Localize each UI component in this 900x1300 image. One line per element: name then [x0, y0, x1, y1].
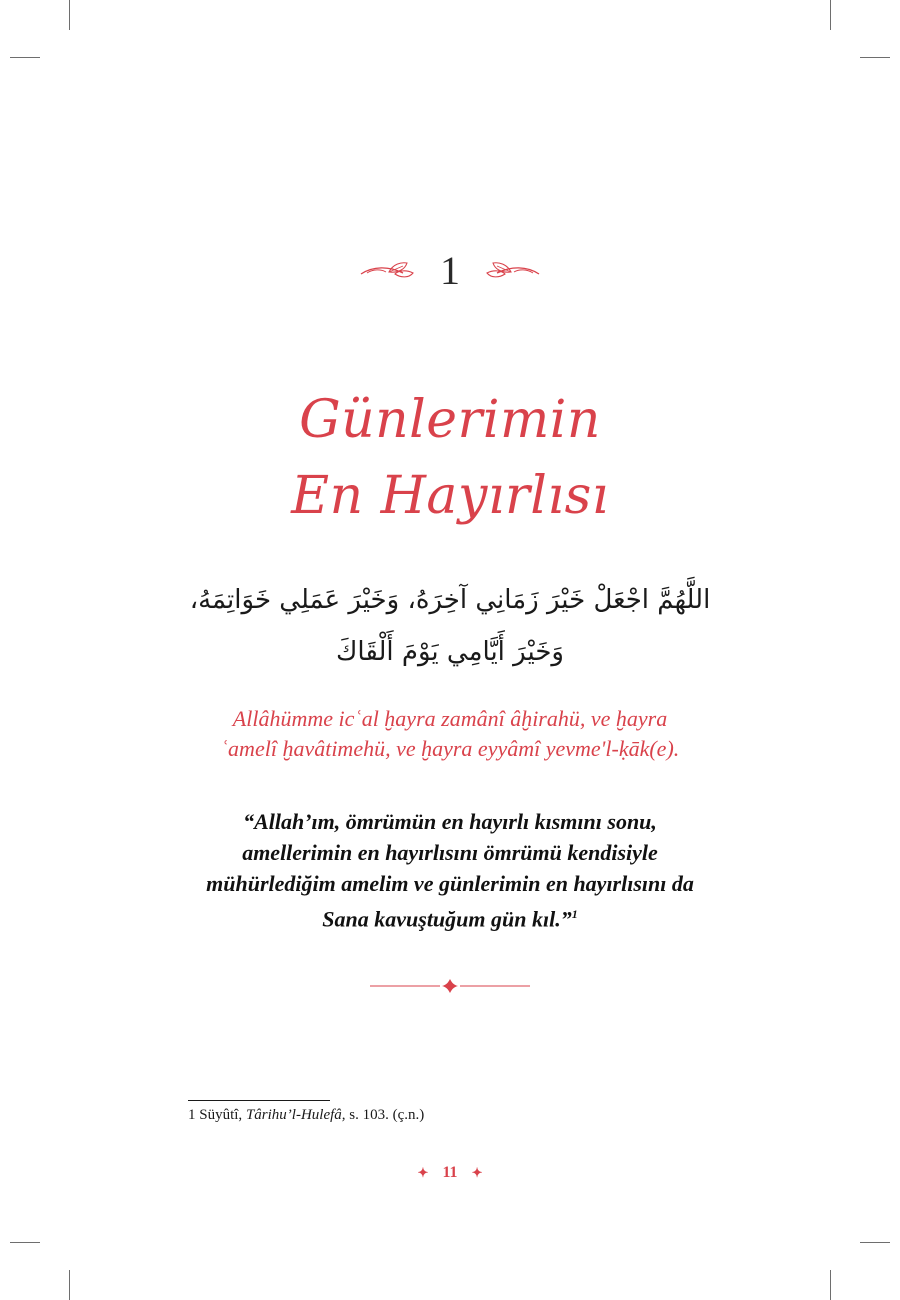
crop-mark — [10, 1242, 40, 1243]
meaning-line: “Allah’ım, ömrümün en hayırlı kısmını sonu, — [243, 809, 657, 834]
footnote — [188, 1107, 424, 1124]
footnote-number: 1 — [188, 1107, 196, 1123]
footnote-detail: s. 103. (ç.n.) — [349, 1107, 425, 1123]
transliteration-line: Allâhümme icʿal ḫayra zamânî âḫirahü, ve ḫayra — [232, 706, 668, 731]
transliteration — [120, 704, 780, 764]
meaning-line: amellerimin en hayırlısını ömrümü kendisiyle — [242, 840, 658, 865]
footnote-work: Târihu’l-Hulefâ, — [245, 1107, 346, 1123]
chapter-heading — [0, 246, 900, 296]
star-ornament-icon: ✦ — [417, 1165, 429, 1180]
footnote-rule — [188, 1100, 330, 1101]
prayer-meaning — [150, 806, 750, 934]
page-number: 11 — [442, 1164, 458, 1181]
page-footer — [0, 1164, 900, 1182]
floral-flourish-icon — [483, 256, 541, 286]
crop-mark — [69, 0, 70, 30]
crop-mark — [69, 1270, 70, 1300]
crop-mark — [830, 0, 831, 30]
footnote-author: Süyûtî, — [199, 1107, 243, 1123]
star-ornament-icon: ✦ — [471, 1165, 483, 1180]
meaning-line: mühürlediğim amelim ve günlerimin en hayırlısını da — [206, 871, 694, 896]
fleuron-divider-icon — [368, 976, 532, 996]
crop-mark — [10, 57, 40, 58]
arabic-line: اللَّهُمَّ اجْعَلْ خَيْرَ زَمَانِي آخِرَهُ، وَخَيْرَ عَمَلِي خَوَاتِمَهُ، — [189, 585, 711, 615]
transliteration-line: ʿamelî ḫavâtimehü, ve ḫayra eyyâmî yevme'l-ḳāk(e). — [220, 736, 680, 761]
chapter-number: 1 — [440, 248, 460, 293]
crop-mark — [830, 1270, 831, 1300]
crop-mark — [860, 57, 890, 58]
title-line: En Hayırlısı — [291, 466, 609, 526]
meaning-line — [150, 899, 750, 934]
chapter-title — [0, 382, 900, 534]
crop-mark — [860, 1242, 890, 1243]
title-line: Günlerimin — [299, 390, 601, 450]
floral-flourish-icon — [359, 256, 417, 286]
meaning-line-text: Sana kavuştuğum gün kıl.” — [322, 906, 572, 932]
arabic-prayer — [120, 574, 780, 678]
footnote-reference: 1 — [571, 907, 578, 921]
arabic-line: وَخَيْرَ أَيَّامِي يَوْمَ أَلْقَاكَ — [335, 637, 564, 667]
